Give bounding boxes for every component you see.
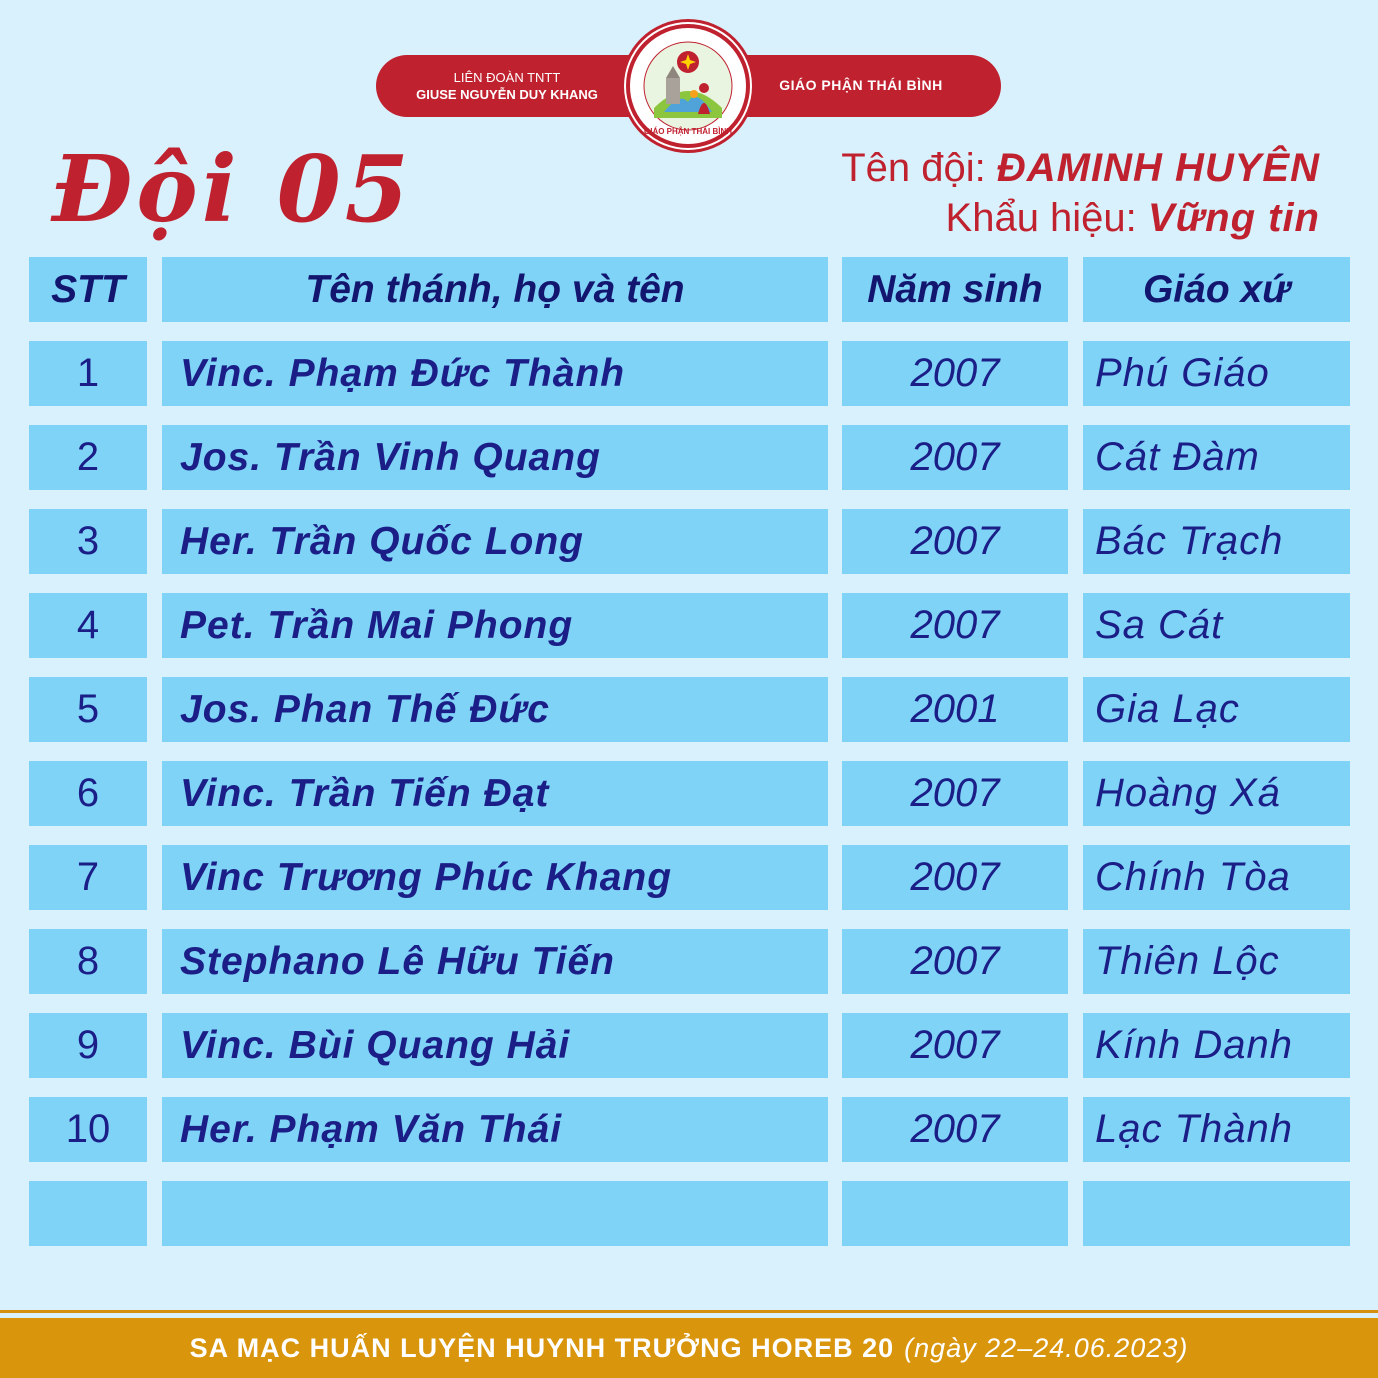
cell-name: Her. Trần Quốc Long — [162, 509, 828, 574]
cell-name — [162, 1181, 828, 1246]
cell-parish: Cát Đàm — [1083, 425, 1350, 490]
cell-name: Vinc. Phạm Đức Thành — [162, 341, 828, 406]
cell-parish: Chính Tòa — [1083, 845, 1350, 910]
emblem-text: GIÁO PHẬN THÁI BÌNH — [644, 127, 732, 136]
cell-stt: 5 — [29, 677, 147, 742]
cell-name: Her. Phạm Văn Thái — [162, 1097, 828, 1162]
footer-bar — [0, 1318, 1378, 1378]
team-name-value: ĐAMINH HUYÊN — [996, 146, 1320, 190]
diocese-name: GIÁO PHẬN THÁI BÌNH — [779, 77, 943, 93]
table-row — [0, 929, 1378, 994]
cell-name: Stephano Lê Hữu Tiến — [162, 929, 828, 994]
cell-birth-year: 2007 — [842, 1013, 1068, 1078]
cell-parish: Bác Trạch — [1083, 509, 1350, 574]
cell-stt: 1 — [29, 341, 147, 406]
cell-stt: 4 — [29, 593, 147, 658]
cell-stt — [29, 1181, 147, 1246]
cell-parish: Thiên Lộc — [1083, 929, 1350, 994]
cell-birth-year — [842, 1181, 1068, 1246]
table-row — [0, 845, 1378, 910]
cell-birth-year: 2007 — [842, 1097, 1068, 1162]
event-title: SA MẠC HUẤN LUYỆN HUYNH TRƯỞNG HOREB 20 — [189, 1332, 895, 1363]
header-stt: STT — [29, 257, 147, 322]
table-row — [0, 1097, 1378, 1162]
team-motto-label: Khẩu hiệu: — [945, 196, 1148, 240]
team-name-line — [841, 146, 1320, 191]
org-name-line2: GIUSE NGUYỄN DUY KHANG — [416, 87, 598, 102]
cell-birth-year: 2007 — [842, 341, 1068, 406]
cell-stt: 6 — [29, 761, 147, 826]
header-name: Tên thánh, họ và tên — [162, 257, 828, 322]
cell-parish: Hoàng Xá — [1083, 761, 1350, 826]
cell-name: Vinc Trương Phúc Khang — [162, 845, 828, 910]
cell-name: Jos. Phan Thế Đức — [162, 677, 828, 742]
team-name-label: Tên đội: — [841, 146, 997, 190]
header-birth-year: Năm sinh — [842, 257, 1068, 322]
cell-parish: Lạc Thành — [1083, 1097, 1350, 1162]
cell-birth-year: 2001 — [842, 677, 1068, 742]
cell-birth-year: 2007 — [842, 929, 1068, 994]
cell-parish — [1083, 1181, 1350, 1246]
cell-name: Pet. Trần Mai Phong — [162, 593, 828, 658]
cell-birth-year: 2007 — [842, 845, 1068, 910]
cell-name: Vinc. Trần Tiến Đạt — [162, 761, 828, 826]
footer-divider — [0, 1310, 1378, 1313]
emblem-logo — [624, 22, 752, 150]
table-header — [0, 257, 1378, 322]
cell-stt: 3 — [29, 509, 147, 574]
cell-stt: 10 — [29, 1097, 147, 1162]
team-number-title: Đội 05 — [52, 135, 413, 243]
cell-birth-year: 2007 — [842, 761, 1068, 826]
event-date: (ngày 22–24.06.2023) — [904, 1332, 1189, 1363]
table-row — [0, 1013, 1378, 1078]
table-row-empty — [0, 1181, 1378, 1246]
table-row — [0, 425, 1378, 490]
table-row — [0, 509, 1378, 574]
cell-parish: Kính Danh — [1083, 1013, 1350, 1078]
cell-stt: 9 — [29, 1013, 147, 1078]
cell-birth-year: 2007 — [842, 509, 1068, 574]
cell-parish: Gia Lạc — [1083, 677, 1350, 742]
cell-parish: Phú Giáo — [1083, 341, 1350, 406]
header-parish: Giáo xứ — [1083, 257, 1350, 322]
cell-name: Jos. Trần Vinh Quang — [162, 425, 828, 490]
org-name — [376, 69, 638, 103]
team-motto-line — [946, 196, 1320, 241]
table-row — [0, 761, 1378, 826]
table-row — [0, 677, 1378, 742]
cell-stt: 8 — [29, 929, 147, 994]
cell-parish: Sa Cát — [1083, 593, 1350, 658]
org-name-line1: LIÊN ĐOÀN TNTT — [453, 70, 561, 85]
cell-stt: 7 — [29, 845, 147, 910]
cell-name: Vinc. Bùi Quang Hải — [162, 1013, 828, 1078]
team-motto-value: Vững tin — [1147, 196, 1320, 240]
cell-stt: 2 — [29, 425, 147, 490]
table-row — [0, 593, 1378, 658]
table-row — [0, 341, 1378, 406]
cell-birth-year: 2007 — [842, 425, 1068, 490]
cell-birth-year: 2007 — [842, 593, 1068, 658]
